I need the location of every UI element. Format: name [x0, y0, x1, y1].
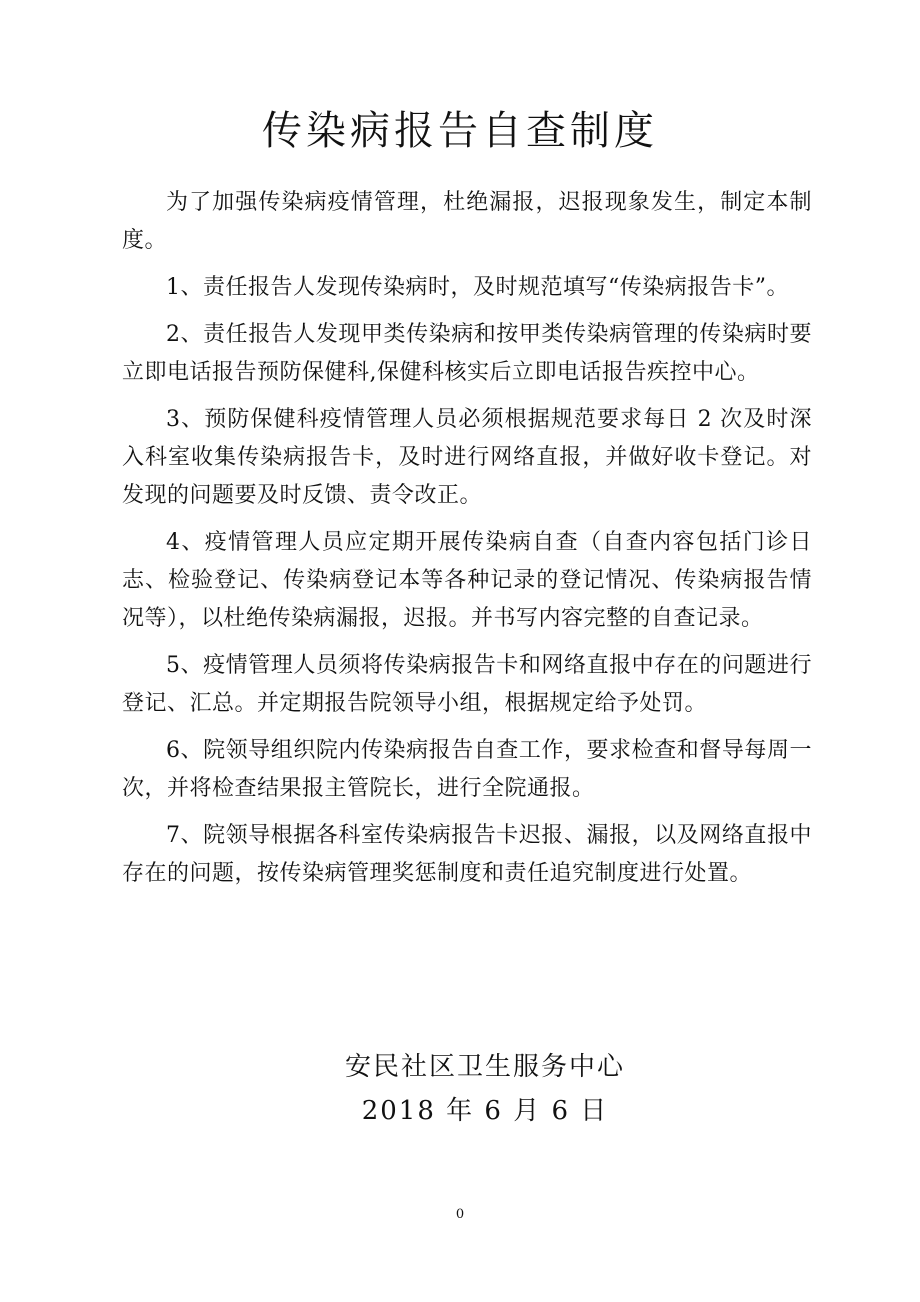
- signature-organization: 安民社区卫生服务中心: [344, 1052, 625, 1082]
- document-body: [122, 184, 812, 902]
- rule-paragraph-2: 2、责任报告人发现甲类传染病和按甲类传染病管理的传染病时要立即电话报告预防保健科,保健科核实后立即电话报告疾控中心。: [122, 322, 812, 385]
- rule-paragraph-3: 3、预防保健科疫情管理人员必须根据规范要求每日 2 次及时深入科室收集传染病报告卡，及时进行网络直报，并做好收卡登记。对发现的问题要及时反馈、责令改正。: [122, 407, 812, 508]
- rule-paragraph-5: 5、疫情管理人员须将传染病报告卡和网络直报中存在的问题进行登记、汇总。并定期报告院领导小组，根据规定给予处罚。: [122, 653, 812, 716]
- intro-paragraph: 为了加强传染病疫情管理，杜绝漏报，迟报现象发生，制定本制度。: [122, 190, 812, 253]
- rule-paragraph-7: 7、院领导根据各科室传染病报告卡迟报、漏报，以及网络直报中存在的问题，按传染病管理奖惩制度和责任追究制度进行处置。: [122, 823, 812, 886]
- rule-paragraph-1: 1、责任报告人发现传染病时，及时规范填写“传染病报告卡”。: [166, 275, 789, 300]
- document-title: 传染病报告自查制度: [262, 108, 658, 154]
- signature-date: 2018 年 6 月 6 日: [361, 1096, 609, 1126]
- rule-paragraph-4: 4、疫情管理人员应定期开展传染病自查（自查内容包括门诊日志、检验登记、传染病登记本等各种记录的登记情况、传染病报告情况等），以杜绝传染病漏报，迟报。并书写内容完整的自查记录。: [122, 530, 812, 631]
- rule-paragraph-6: 6、院领导组织院内传染病报告自查工作，要求检查和督导每周一次，并将检查结果报主管院长，进行全院通报。: [122, 738, 812, 801]
- page-number: 0: [455, 1207, 465, 1222]
